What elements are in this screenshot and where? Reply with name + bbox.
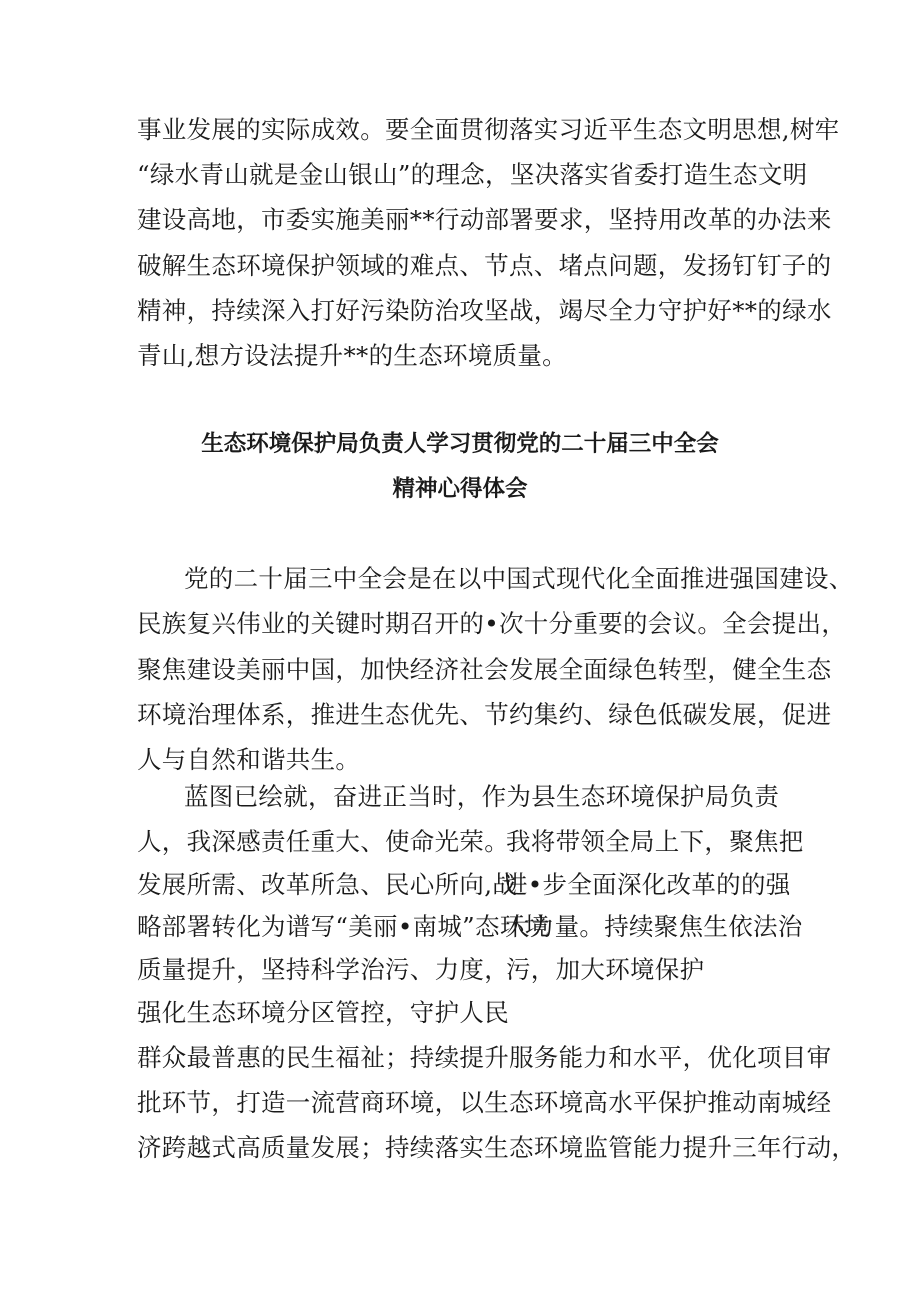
para2-left-fragment-1: 人，我深感责任重大、使命光荣。: [137, 827, 509, 856]
intro-line-6: 青山,想方设法提升**的生态环境质量。: [137, 341, 567, 370]
para1-line-4: 环境治理体系，推进生态优先、节约集约、绿色低碳发展，促进: [137, 700, 832, 729]
para1-line-5: 人与自然和谐共生。: [137, 745, 361, 774]
para2-line-rest-1: 群众最普惠的民生福祉；持续提升服务能力和水平，优化项目审: [137, 1043, 832, 1072]
article-title-line-1: 生态环境保护局负责人学习贯彻党的二十届三中全会: [201, 431, 719, 457]
intro-line-5: 精神，持续深入打好污染防治攻坚战，竭尽全力守护好**的绿水: [137, 296, 832, 325]
para1-line-2: 民族复兴伟业的关键时期召开的•次十分重要的会议。全会提出，: [137, 609, 847, 638]
para2-line-rest-3: 济跨越式高质量发展；持续落实生态环境监管能力提升三年行动，: [137, 1133, 857, 1162]
article-title-line-2: 精神心得体会: [392, 476, 528, 502]
para2-right-fragment-2: 进•步全面深化改革的的强: [503, 870, 791, 899]
para1-line-1: 党的二十届三中全会是在以中国式现代化全面推进强国建设、: [184, 564, 854, 593]
para2-right-fragment-3: 大力量。持续聚焦生依法治: [505, 912, 803, 941]
para2-line-top: 蓝图已绘就，奋进正当时，作为县生态环境保护局负责: [184, 782, 780, 811]
para1-line-3: 聚焦建设美丽中国，加快经济社会发展全面绿色转型，健全生态: [137, 655, 832, 684]
intro-line-2: “绿水青山就是金山银山”的理念，坚决落实省委打造生态文明: [137, 160, 808, 189]
para2-left-fragment-2: 发展所需、改革所急、民心所向,战: [137, 870, 518, 899]
intro-line-3: 建设高地，市委实施美丽**行动部署要求，坚持用改革的办法来: [137, 205, 832, 234]
para2-left-fragment-3: 略部署转化为谱写“美丽•南城”态环境: [137, 912, 550, 941]
para2-left-fragment-5: 强化生态环境分区管控，守护人民: [137, 998, 509, 1027]
para2-line-rest-2: 批环节，打造一流营商环境，以生态环境高水平保护推动南城经: [137, 1088, 832, 1117]
para2-right-fragment-1: 我将带领全局上下，聚焦把: [506, 827, 804, 856]
para2-right-fragment-4: 污，加大环境保护: [506, 955, 705, 984]
para2-left-fragment-4: 质量提升，坚持科学治污、力度，: [137, 955, 509, 984]
intro-line-4: 破解生态环境保护领域的难点、节点、堵点问题，发扬钉钉子的: [137, 251, 832, 280]
intro-line-1: 事业发展的实际成效。要全面贯彻落实习近平生态文明思想,树牢: [137, 115, 840, 144]
